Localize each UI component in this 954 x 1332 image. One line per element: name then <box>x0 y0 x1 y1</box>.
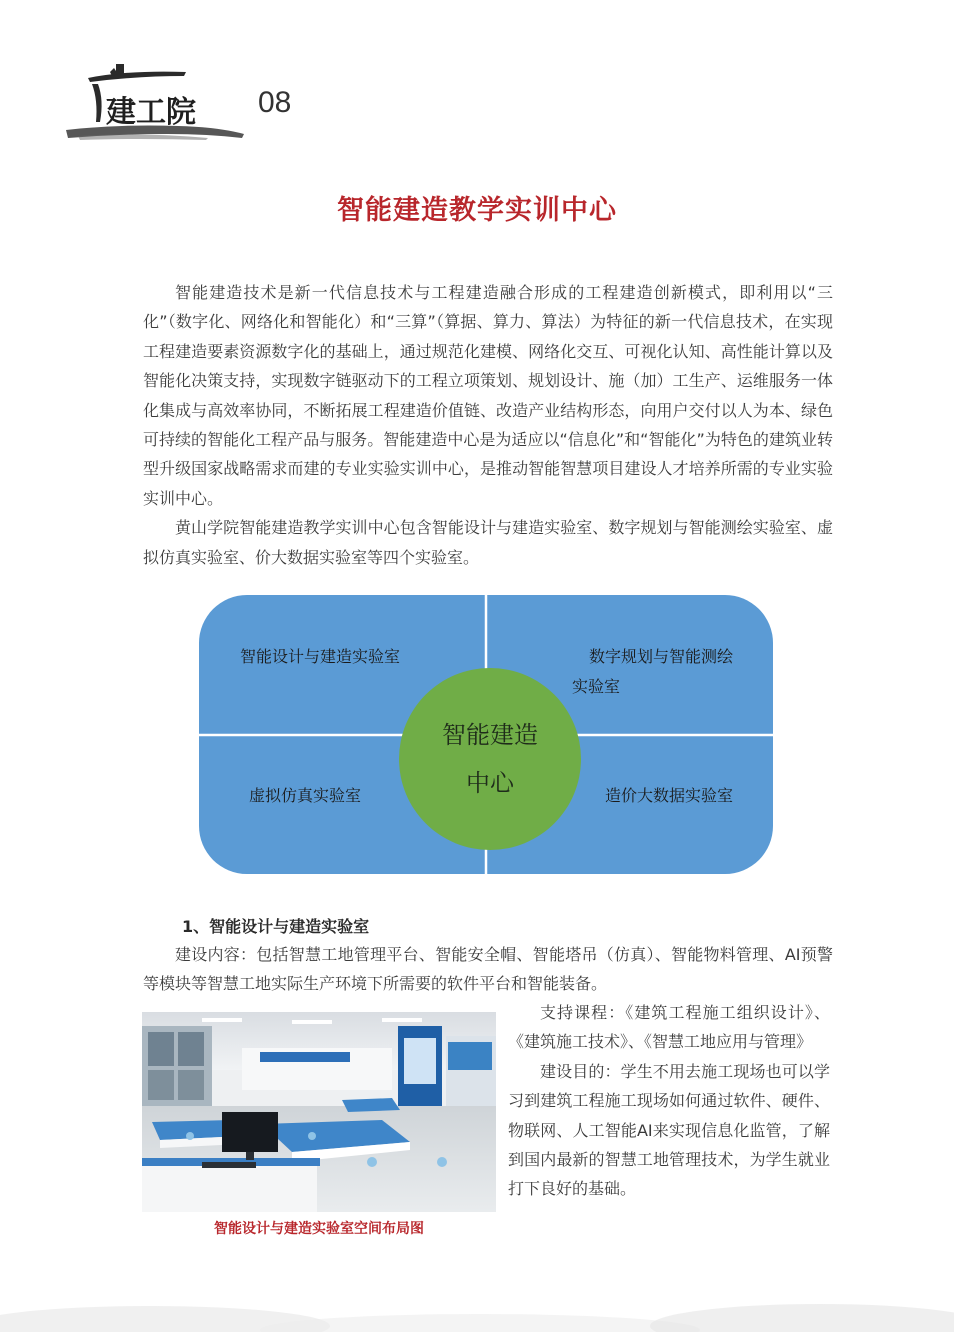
diagram-center-label <box>399 668 581 850</box>
intro-text <box>143 278 833 572</box>
lab-label-top-right-line1: 数字规划与智能测绘 <box>589 647 734 666</box>
college-logo <box>58 60 248 144</box>
construction-purpose: 建设目的：学生不用去施工现场也可以学习到建筑工程施工现场如何通过软件、硬件、物联网、人工智能AI来实现信息化监管，了解到国内最新的智慧工地管理技术，为学生就业打下良好的基础。 <box>508 1061 830 1199</box>
photo-caption: 智能设计与建造实验室空间布局图 <box>214 1221 424 1237</box>
center-label-line2: 中心 <box>466 769 514 797</box>
ink-wash-decoration <box>0 1270 954 1332</box>
section-details <box>508 998 830 1204</box>
section-heading: 1、智能设计与建造实验室 <box>182 917 370 936</box>
section-content <box>143 940 833 999</box>
lab-layout-photo <box>142 1012 496 1212</box>
logo-lettering: 建工院 <box>106 95 196 130</box>
lab-label-bottom-left: 虚拟仿真实验室 <box>249 786 362 805</box>
lab-label-top-right-line2: 实验室 <box>572 677 621 696</box>
lab-label-bottom-right: 造价大数据实验室 <box>605 786 734 805</box>
lab-label-top-left: 智能设计与建造实验室 <box>240 647 401 666</box>
supported-courses: 支持课程：《建筑工程施工组织设计》、《建筑施工技术》、《智慧工地应用与管理》 <box>508 1003 830 1052</box>
construction-content: 建设内容：包括智慧工地管理平台、智能安全帽、智能塔吊（仿真）、智能物料管理、AI预警等模块等智慧工地实际生产环境下所需要的软件平台和智能装备。 <box>143 945 833 994</box>
intro-paragraph-1: 智能建造技术是新一代信息技术与工程建造融合形成的工程建造创新模式，即利用以“三化”（数字化、网络化和智能化）和“三算”（算据、算力、算法）为特征的新一代信息技术，在实现工程建造要素资源数字化的基础上，通过规范化建模、网络化交互、可视化认知、高性能计算以及智能化决策支持，实现数字链驱动下的工程立项策划、规划设计、施（加）工生产、运维服务一体化集成与高效率协同，不断拓展工程建造价值链、改造产业结构形态，向用户交付以人为本、绿色可持续的智能化工程产品与服务。智能建造中心是为适应以“信息化”和“智能化”为特色的建筑业转型升级国家战略需求而建的专业实验实训中心，是推动智能智慧项目建设人才培养所需的专业实验实训中心。 <box>143 283 833 508</box>
page-title: 智能建造教学实训中心 <box>337 195 617 226</box>
page-number: 08 <box>258 86 292 119</box>
center-label-line1: 智能建造 <box>442 721 538 749</box>
intro-paragraph-2: 黄山学院智能建造教学实训中心包含智能设计与建造实验室、数字规划与智能测绘实验室、虚拟仿真实验室、价大数据实验室等四个实验室。 <box>143 518 833 567</box>
